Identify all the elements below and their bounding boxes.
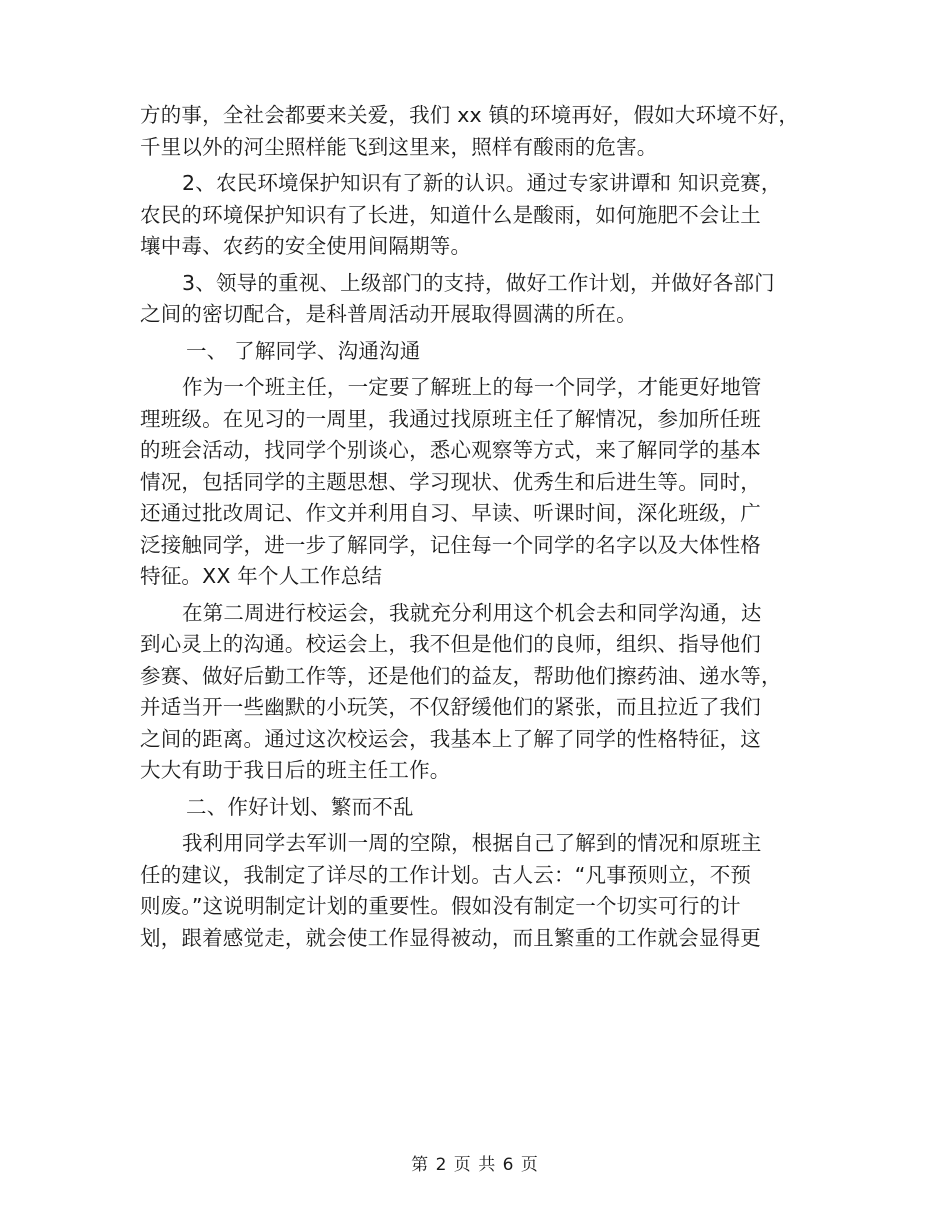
text-line: 到心灵上的沟通。校运会上，我不但是他们的良师，组织、指导他们: [140, 632, 761, 656]
text-line: 3、领导的重视、上级部门的支持，做好工作计划，并做好各部门: [182, 270, 775, 295]
text-line: 参赛、做好后勤工作等，还是他们的益友，帮助他们擦药油、递水等，: [140, 663, 782, 688]
text-line: 的班会活动，找同学个别谈心，悉心观察等方式，来了解同学的基本: [140, 438, 761, 462]
paragraph: [140, 372, 810, 593]
section-heading: [140, 792, 810, 824]
text-line: 方的事，全社会都要来关爱，我们 xx 镇的环境再好，假如大环境不好，: [140, 103, 800, 127]
paragraph: [140, 268, 810, 331]
document-body: [140, 100, 810, 954]
text-line: 壤中毒、农药的安全使用间隔期等。: [140, 234, 472, 258]
text-line: 特征。XX 年个人工作总结: [140, 564, 383, 588]
text-line: 作为一个班主任，一定要了解班上的每一个同学，才能更好地管: [182, 375, 762, 399]
text-line: 泛接触同学，进一步了解同学，记住每一个同学的名字以及大体性格: [140, 532, 761, 557]
paragraph: [140, 828, 810, 954]
text-line: 之间的距离。通过这次校运会，我基本上了解了同学的性格特征，这: [140, 726, 761, 751]
text-line: 则废。”这说明制定计划的重要性。假如没有制定一个切实可行的计: [140, 894, 741, 918]
text-line: 还通过批改周记、作文并利用自习、早读、听课时间，深化班级，广: [140, 501, 761, 525]
text-line: 之间的密切配合，是科普周活动开展取得圆满的所在。: [140, 302, 637, 326]
text-line: 划，跟着感觉走，就会使工作显得被动，而且繁重的工作就会显得更: [140, 925, 761, 950]
text-line: 任的建议，我制定了详尽的工作计划。古人云：“凡事预则立，不预: [140, 862, 752, 887]
text-line: 2、农民环境保护知识有了新的认识。通过专家讲谭和 知识竞赛，: [182, 171, 782, 195]
paragraph: [140, 100, 810, 163]
text-line: 我利用同学去军训一周的空隙，根据自己了解到的情况和原班主: [182, 831, 762, 855]
text-line: 千里以外的河尘照样能飞到这里来，照样有酸雨的危害。: [140, 134, 658, 159]
section-heading: [140, 336, 810, 368]
text-line: 理班级。在见习的一周里，我通过找原班主任了解情况，参加所任班: [140, 406, 761, 431]
text-line: 农民的环境保护知识有了长进，知道什么是酸雨，如何施肥不会让土: [140, 202, 761, 227]
text-line: 情况，包括同学的主题思想、学习现状、优秀生和后进生等。同时，: [140, 469, 761, 494]
paragraph: [140, 168, 810, 263]
text-line: 一、 了解同学、沟通沟通: [186, 338, 421, 363]
text-line: 在第二周进行校运会，我就充分利用这个机会去和同学沟通，达: [182, 600, 762, 625]
page-footer: 第 2 页 共 6 页: [411, 1155, 539, 1175]
text-line: 并适当开一些幽默的小玩笑，不仅舒缓他们的紧张，而且拉近了我们: [140, 695, 761, 719]
text-line: 大大有助于我日后的班主任工作。: [140, 758, 451, 782]
text-line: 二、作好计划、繁而不乱: [186, 794, 414, 819]
paragraph: [140, 598, 810, 787]
